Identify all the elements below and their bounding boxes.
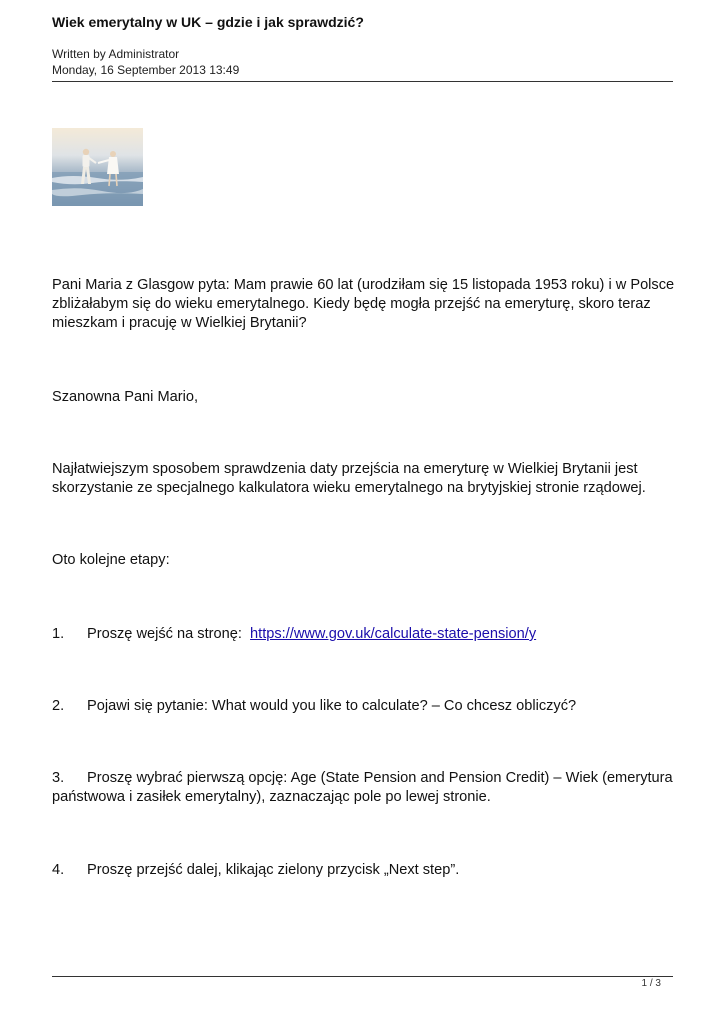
date-line: Monday, 16 September 2013 13:49 <box>52 63 240 77</box>
page-title: Wiek emerytalny w UK – gdzie i jak sprawdzić? <box>52 14 364 30</box>
reader-question: Pani Maria z Glasgow pyta: Mam prawie 60 lat (urodziłam się 15 listopada 1953 roku) i w Polsce zbliżałabym się do wieku emerytalnego. Kiedy będę mogła przejść na emeryturę, skoro teraz mieszkam i pracuję w Wielkiej Brytanii? <box>52 277 675 331</box>
page-number: 1 / 3 <box>641 978 661 989</box>
step-item-3 <box>52 769 682 807</box>
step-text: Proszę przejść dalej, klikając zielony przycisk „Next step”. <box>87 862 460 878</box>
step-number: 3. <box>52 770 65 786</box>
greeting: Szanowna Pani Mario, <box>52 389 199 405</box>
calculator-link[interactable]: https://www.gov.uk/calculate-state-pension/y <box>250 626 537 642</box>
step-item-4 <box>52 861 682 880</box>
article-meta <box>52 46 239 78</box>
footer-divider <box>52 976 673 977</box>
step-number: 1. <box>52 626 65 642</box>
step-number: 2. <box>52 698 65 714</box>
answer-paragraph: Najłatwiejszym sposobem sprawdzenia daty przejścia na emeryturę w Wielkiej Brytanii jest skorzystanie ze specjalnego kalkulatora wieku emerytalnego na brytyjskiej stronie rządowej. <box>52 461 646 496</box>
step-item-1 <box>52 625 682 644</box>
step-item-2 <box>52 697 682 716</box>
photo-elderly-couple-on-beach <box>52 128 143 206</box>
steps-intro: Oto kolejne etapy: <box>52 552 170 568</box>
step-text: Pojawi się pytanie: What would you like to calculate? – Co chcesz obliczyć? <box>87 698 577 714</box>
header-divider <box>52 81 673 82</box>
step-text: Proszę wybrać pierwszą opcję: Age (State Pension and Pension Credit) – Wiek (emerytura państwowa i zasiłek emerytalny), zaznaczając pole po lewej stronie. <box>52 770 673 805</box>
step-text: Proszę wejść na stronę: <box>87 626 242 642</box>
step-number: 4. <box>52 862 65 878</box>
author-line: Written by Administrator <box>52 47 180 61</box>
